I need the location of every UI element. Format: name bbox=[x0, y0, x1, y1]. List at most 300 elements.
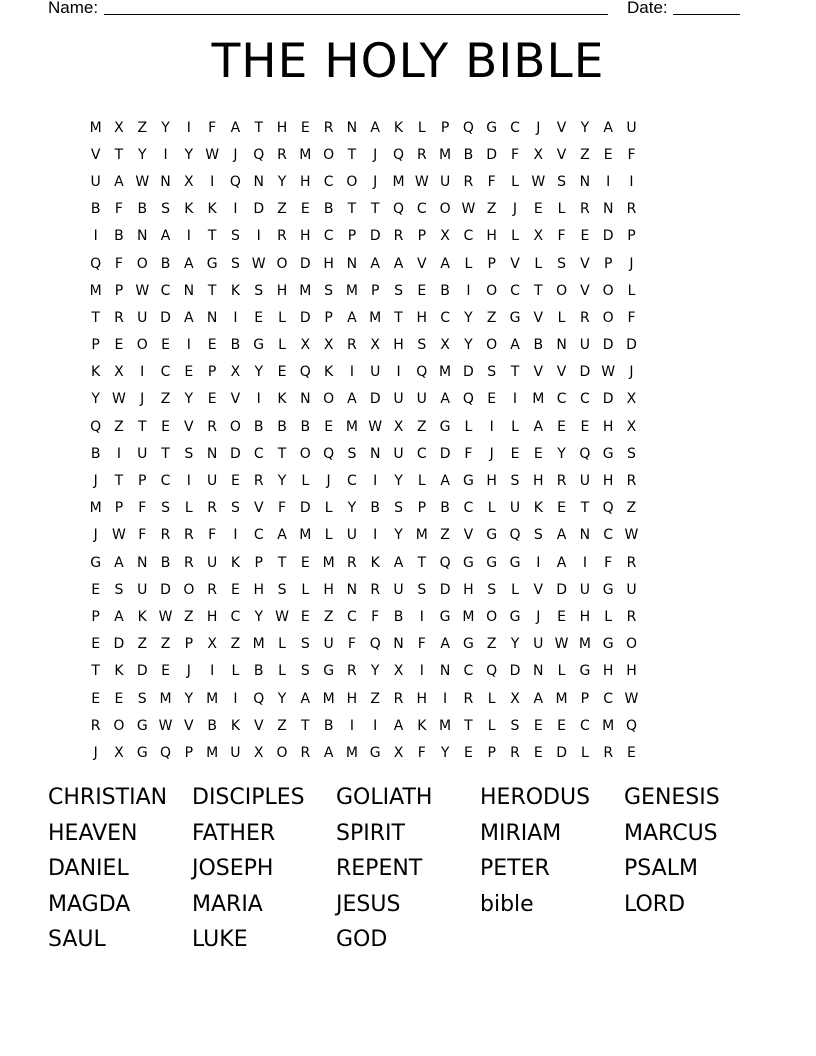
grid-row bbox=[84, 332, 643, 359]
grid-letter: L bbox=[557, 309, 566, 326]
grid-letter: S bbox=[510, 473, 520, 490]
grid-letter: X bbox=[393, 418, 404, 435]
grid-letter: T bbox=[207, 228, 217, 245]
grid-letter: W bbox=[135, 282, 150, 299]
grid-letter: H bbox=[416, 690, 428, 707]
grid-letter: D bbox=[626, 337, 637, 354]
grid-letter: N bbox=[556, 337, 567, 354]
grid-letter: G bbox=[509, 608, 521, 625]
grid-letter: D bbox=[579, 364, 591, 381]
grid-letter: O bbox=[299, 445, 311, 462]
grid-letter: M bbox=[206, 690, 219, 707]
grid-letter: C bbox=[416, 445, 427, 462]
word-bank-word: LUKE bbox=[192, 927, 248, 953]
grid-letter: X bbox=[207, 636, 217, 653]
grid-letter: E bbox=[557, 500, 567, 517]
grid-letter: W bbox=[251, 255, 266, 272]
grid-letter: U bbox=[346, 527, 358, 544]
grid-letter: N bbox=[346, 255, 358, 272]
grid-letter: R bbox=[556, 473, 567, 490]
grid-letter: C bbox=[510, 119, 520, 136]
grid-letter: T bbox=[91, 309, 100, 326]
grid-letter: U bbox=[323, 636, 334, 653]
grid-letter: R bbox=[207, 581, 217, 598]
grid-letter: K bbox=[230, 554, 241, 571]
grid-letter: D bbox=[299, 500, 311, 517]
grid-letter: Q bbox=[602, 500, 614, 517]
grid-letter: L bbox=[557, 201, 566, 218]
grid-letter: C bbox=[579, 717, 590, 734]
grid-letter: R bbox=[626, 554, 637, 571]
grid-letter: P bbox=[207, 364, 217, 381]
grid-letter: F bbox=[627, 309, 636, 326]
grid-letter: E bbox=[557, 418, 567, 435]
grid-letter: E bbox=[91, 636, 101, 653]
grid-letter: T bbox=[207, 282, 217, 299]
grid-row bbox=[84, 739, 643, 766]
grid-row bbox=[84, 359, 643, 386]
grid-letter: Y bbox=[254, 364, 263, 381]
grid-letter: K bbox=[533, 500, 543, 517]
grid-letter: R bbox=[323, 119, 334, 136]
grid-letter: Z bbox=[137, 636, 148, 653]
grid-letter: N bbox=[253, 173, 264, 190]
grid-letter: F bbox=[208, 119, 217, 136]
grid-letter: J bbox=[93, 744, 98, 761]
grid-letter: A bbox=[393, 255, 404, 272]
grid-letter: U bbox=[230, 744, 241, 761]
grid-letter: T bbox=[394, 309, 403, 326]
grid-letter: D bbox=[602, 391, 614, 408]
grid-letter: E bbox=[277, 364, 287, 381]
grid-letter: M bbox=[462, 608, 475, 625]
name-blank[interactable] bbox=[104, 14, 608, 15]
grid-letter: S bbox=[487, 364, 497, 381]
grid-letter: Q bbox=[229, 173, 241, 190]
grid-letter: H bbox=[300, 228, 311, 245]
grid-letter: I bbox=[256, 391, 261, 408]
grid-letter: G bbox=[323, 663, 335, 680]
grid-letter: Y bbox=[161, 119, 170, 136]
grid-letter: F bbox=[417, 636, 426, 653]
grid-letter: V bbox=[580, 282, 590, 299]
grid-row bbox=[84, 413, 643, 440]
grid-letter: T bbox=[277, 445, 287, 462]
grid-letter: L bbox=[301, 473, 310, 490]
grid-letter: S bbox=[137, 690, 147, 707]
grid-letter: P bbox=[417, 228, 427, 245]
grid-letter: B bbox=[137, 201, 148, 218]
grid-letter: Z bbox=[137, 119, 148, 136]
grid-letter: T bbox=[137, 418, 147, 435]
grid-letter: L bbox=[487, 690, 496, 707]
grid-letter: C bbox=[253, 445, 264, 462]
grid-letter: A bbox=[347, 309, 357, 326]
grid-letter: O bbox=[183, 581, 195, 598]
grid-letter: E bbox=[161, 418, 170, 435]
grid-row bbox=[84, 440, 643, 467]
grid-letter: I bbox=[233, 527, 238, 544]
grid-letter: N bbox=[602, 201, 614, 218]
grid-letter: F bbox=[371, 608, 380, 625]
grid-letter: S bbox=[300, 636, 310, 653]
grid-letter: G bbox=[486, 119, 498, 136]
grid-letter: S bbox=[394, 500, 403, 517]
grid-letter: H bbox=[393, 337, 404, 354]
grid-letter: C bbox=[253, 527, 264, 544]
grid-letter: R bbox=[347, 337, 357, 354]
grid-letter: A bbox=[160, 228, 171, 245]
grid-letter: B bbox=[323, 201, 334, 218]
grid-letter: H bbox=[579, 608, 591, 625]
grid-letter: M bbox=[89, 282, 102, 299]
grid-letter: I bbox=[349, 717, 354, 734]
grid-letter: Z bbox=[440, 527, 450, 544]
grid-letter: K bbox=[370, 554, 380, 571]
grid-row bbox=[84, 223, 643, 250]
grid-letter: Q bbox=[160, 744, 172, 761]
grid-letter: C bbox=[463, 500, 474, 517]
grid-letter: U bbox=[579, 473, 590, 490]
grid-letter: U bbox=[509, 500, 521, 517]
grid-row bbox=[84, 114, 643, 141]
grid-letter: Q bbox=[462, 391, 474, 408]
word-bank-word: JOSEPH bbox=[192, 856, 274, 882]
grid-letter: P bbox=[487, 255, 496, 272]
grid-letter: C bbox=[556, 391, 567, 408]
grid-letter: M bbox=[602, 717, 615, 734]
grid-letter: P bbox=[138, 473, 147, 490]
grid-letter: I bbox=[373, 527, 378, 544]
grid-letter: P bbox=[627, 228, 636, 245]
grid-letter: T bbox=[254, 119, 263, 136]
grid-letter: I bbox=[443, 690, 448, 707]
grid-letter: E bbox=[324, 418, 334, 435]
grid-letter: O bbox=[602, 282, 614, 299]
grid-letter: F bbox=[277, 500, 287, 517]
grid-letter: X bbox=[184, 173, 194, 190]
grid-letter: D bbox=[299, 255, 311, 272]
grid-letter: G bbox=[439, 418, 451, 435]
grid-letter: Y bbox=[464, 337, 473, 354]
grid-letter: V bbox=[417, 255, 427, 272]
grid-letter: Y bbox=[394, 473, 403, 490]
grid-letter: W bbox=[624, 690, 639, 707]
grid-letter: G bbox=[253, 337, 265, 354]
grid-letter: W bbox=[601, 364, 616, 381]
grid-letter: K bbox=[230, 282, 241, 299]
word-bank-word: HEAVEN bbox=[48, 820, 138, 846]
date-label: Date: bbox=[627, 0, 668, 17]
grid-letter: E bbox=[627, 744, 636, 761]
grid-letter: U bbox=[207, 473, 218, 490]
grid-letter: S bbox=[230, 228, 240, 245]
grid-letter: Q bbox=[90, 418, 102, 435]
grid-letter: Y bbox=[277, 690, 287, 707]
grid-letter: Z bbox=[160, 636, 171, 653]
grid-letter: E bbox=[557, 608, 567, 625]
grid-letter: O bbox=[346, 173, 358, 190]
grid-letter: E bbox=[231, 473, 240, 490]
grid-letter: W bbox=[461, 201, 476, 218]
grid-letter: B bbox=[207, 717, 217, 734]
grid-letter: I bbox=[233, 309, 238, 326]
grid-letter: B bbox=[393, 608, 404, 625]
grid-letter: Y bbox=[91, 391, 100, 408]
grid-letter: M bbox=[345, 418, 358, 435]
grid-letter: U bbox=[393, 445, 404, 462]
grid-row bbox=[84, 631, 643, 658]
grid-letter: I bbox=[373, 473, 378, 490]
grid-letter: I bbox=[233, 690, 238, 707]
grid-letter: H bbox=[300, 173, 311, 190]
grid-letter: O bbox=[556, 282, 568, 299]
grid-letter: R bbox=[277, 146, 287, 163]
grid-letter: S bbox=[557, 173, 567, 190]
grid-letter: L bbox=[184, 500, 193, 517]
grid-row bbox=[84, 250, 643, 277]
grid-letter: Z bbox=[277, 717, 287, 734]
grid-letter: T bbox=[114, 473, 124, 490]
grid-letter: D bbox=[230, 445, 241, 462]
grid-letter: W bbox=[112, 527, 126, 544]
grid-letter: J bbox=[93, 473, 98, 490]
grid-letter: W bbox=[531, 173, 546, 190]
grid-letter: A bbox=[370, 255, 380, 272]
grid-letter: Y bbox=[277, 173, 287, 190]
grid-letter: U bbox=[579, 581, 590, 598]
grid-letter: V bbox=[580, 255, 590, 272]
grid-letter: A bbox=[114, 608, 124, 625]
grid-letter: C bbox=[463, 228, 474, 245]
grid-letter: E bbox=[300, 554, 310, 571]
grid-letter: L bbox=[301, 581, 310, 598]
grid-letter: L bbox=[278, 309, 286, 326]
word-bank-row bbox=[48, 780, 768, 816]
grid-letter: Z bbox=[486, 309, 497, 326]
grid-letter: M bbox=[439, 146, 452, 163]
grid-letter: W bbox=[554, 636, 569, 653]
grid-letter: V bbox=[510, 255, 520, 272]
grid-letter: T bbox=[510, 364, 520, 381]
grid-letter: X bbox=[533, 228, 544, 245]
grid-letter: W bbox=[368, 418, 383, 435]
grid-letter: I bbox=[186, 473, 191, 490]
grid-letter: Y bbox=[370, 663, 380, 680]
grid-letter: I bbox=[256, 228, 261, 245]
word-bank-row bbox=[48, 816, 768, 852]
grid-letter: B bbox=[114, 228, 124, 245]
grid-letter: U bbox=[207, 554, 218, 571]
grid-letter: E bbox=[557, 717, 567, 734]
grid-letter: T bbox=[114, 146, 124, 163]
grid-letter: T bbox=[301, 717, 310, 734]
grid-row bbox=[84, 658, 643, 685]
grid-letter: P bbox=[184, 744, 194, 761]
grid-letter: G bbox=[206, 255, 218, 272]
grid-letter: P bbox=[254, 554, 263, 571]
grid-letter: Q bbox=[90, 255, 102, 272]
grid-letter: A bbox=[510, 337, 520, 354]
word-bank-word: GOD bbox=[336, 927, 388, 953]
grid-letter: G bbox=[439, 608, 451, 625]
grid-letter: J bbox=[489, 445, 494, 462]
grid-letter: A bbox=[533, 690, 544, 707]
grid-letter: E bbox=[184, 364, 194, 381]
grid-letter: N bbox=[183, 282, 195, 299]
grid-letter: U bbox=[439, 173, 451, 190]
grid-letter: X bbox=[533, 146, 544, 163]
grid-letter: A bbox=[393, 717, 404, 734]
word-bank-row bbox=[48, 922, 768, 958]
word-bank bbox=[48, 780, 768, 958]
grid-letter: E bbox=[533, 717, 543, 734]
grid-letter: P bbox=[603, 255, 613, 272]
grid-letter: E bbox=[603, 146, 613, 163]
grid-letter: A bbox=[533, 418, 544, 435]
word-bank-word: JESUS bbox=[336, 891, 401, 917]
grid-letter: T bbox=[580, 500, 590, 517]
grid-letter: J bbox=[93, 527, 98, 544]
word-bank-word: MARCUS bbox=[624, 820, 718, 846]
grid-letter: K bbox=[417, 717, 427, 734]
grid-letter: N bbox=[393, 636, 404, 653]
grid-letter: C bbox=[347, 473, 357, 490]
grid-letter: N bbox=[369, 445, 381, 462]
grid-letter: G bbox=[602, 445, 614, 462]
grid-letter: G bbox=[602, 636, 614, 653]
grid-letter: D bbox=[136, 663, 148, 680]
grid-letter: L bbox=[627, 282, 636, 299]
grid-letter: S bbox=[300, 663, 310, 680]
grid-letter: T bbox=[417, 554, 427, 571]
grid-letter: K bbox=[324, 364, 334, 381]
date-blank[interactable] bbox=[673, 14, 740, 15]
grid-letter: X bbox=[114, 119, 124, 136]
grid-letter: U bbox=[416, 391, 427, 408]
grid-letter: H bbox=[253, 581, 264, 598]
grid-letter: L bbox=[487, 717, 496, 734]
grid-letter: Z bbox=[486, 636, 497, 653]
grid-letter: N bbox=[137, 554, 148, 571]
grid-letter: G bbox=[509, 309, 521, 326]
grid-letter: D bbox=[369, 391, 381, 408]
grid-letter: U bbox=[370, 364, 381, 381]
grid-letter: R bbox=[183, 527, 194, 544]
grid-letter: Y bbox=[254, 608, 263, 625]
grid-letter: H bbox=[463, 581, 474, 598]
grid-letter: I bbox=[349, 364, 354, 381]
grid-letter: Q bbox=[392, 146, 405, 163]
grid-letter: U bbox=[393, 581, 404, 598]
grid-letter: D bbox=[439, 445, 451, 462]
grid-letter: Z bbox=[486, 201, 497, 218]
grid-letter: M bbox=[89, 500, 102, 517]
word-bank-row bbox=[48, 887, 768, 923]
grid-letter: Q bbox=[439, 554, 451, 571]
grid-letter: K bbox=[207, 201, 217, 218]
grid-letter: P bbox=[324, 309, 333, 326]
grid-letter: G bbox=[90, 554, 102, 571]
grid-letter: P bbox=[417, 500, 427, 517]
grid-letter: Z bbox=[370, 690, 380, 707]
grid-letter: R bbox=[626, 473, 637, 490]
grid-letter: I bbox=[629, 173, 634, 190]
grid-letter: G bbox=[462, 473, 474, 490]
grid-letter: U bbox=[137, 581, 148, 598]
grid-letter: Z bbox=[323, 608, 334, 625]
grid-letter: H bbox=[533, 473, 544, 490]
word-bank-word: DISCIPLES bbox=[192, 785, 305, 811]
grid-row bbox=[84, 304, 643, 331]
grid-letter: X bbox=[253, 744, 264, 761]
grid-letter: E bbox=[300, 608, 310, 625]
grid-letter: A bbox=[440, 391, 450, 408]
grid-letter: Q bbox=[392, 201, 405, 218]
grid-letter: N bbox=[346, 119, 358, 136]
grid-letter: U bbox=[137, 445, 148, 462]
grid-row bbox=[84, 467, 643, 494]
grid-letter: R bbox=[626, 201, 637, 218]
grid-letter: P bbox=[440, 119, 450, 136]
grid-letter: L bbox=[511, 173, 519, 190]
grid-letter: X bbox=[440, 228, 450, 245]
grid-letter: S bbox=[417, 581, 427, 598]
grid-letter: J bbox=[186, 663, 191, 680]
grid-letter: M bbox=[439, 717, 452, 734]
grid-letter: A bbox=[184, 309, 194, 326]
grid-letter: X bbox=[393, 744, 404, 761]
grid-letter: M bbox=[555, 690, 568, 707]
grid-letter: F bbox=[114, 255, 123, 272]
grid-letter: F bbox=[557, 228, 566, 245]
grid-letter: B bbox=[370, 500, 381, 517]
grid-letter: A bbox=[393, 554, 404, 571]
grid-letter: M bbox=[369, 309, 382, 326]
grid-letter: B bbox=[277, 418, 287, 435]
grid-letter: N bbox=[439, 663, 451, 680]
grid-letter: H bbox=[276, 282, 288, 299]
grid-letter: R bbox=[580, 309, 590, 326]
grid-letter: M bbox=[89, 119, 102, 136]
grid-row bbox=[84, 712, 643, 739]
grid-letter: E bbox=[231, 581, 240, 598]
grid-letter: Q bbox=[486, 663, 498, 680]
grid-letter: A bbox=[114, 554, 124, 571]
word-bank-word: GENESIS bbox=[624, 785, 720, 811]
grid-letter: O bbox=[229, 418, 241, 435]
grid-letter: T bbox=[91, 663, 100, 680]
grid-letter: H bbox=[206, 608, 218, 625]
grid-letter: A bbox=[114, 173, 124, 190]
grid-letter: Z bbox=[184, 608, 194, 625]
grid-letter: B bbox=[90, 445, 101, 462]
grid-letter: I bbox=[466, 282, 471, 299]
grid-letter: O bbox=[625, 636, 637, 653]
grid-letter: T bbox=[161, 445, 170, 462]
grid-letter: D bbox=[299, 309, 311, 326]
grid-letter: P bbox=[487, 744, 496, 761]
grid-letter: Y bbox=[277, 473, 287, 490]
grid-letter: X bbox=[230, 364, 241, 381]
grid-letter: S bbox=[510, 717, 520, 734]
grid-letter: E bbox=[91, 690, 101, 707]
grid-letter: R bbox=[114, 309, 124, 326]
grid-letter: P bbox=[370, 282, 380, 299]
grid-letter: A bbox=[184, 255, 194, 272]
grid-letter: M bbox=[345, 282, 358, 299]
grid-letter: X bbox=[370, 337, 380, 354]
